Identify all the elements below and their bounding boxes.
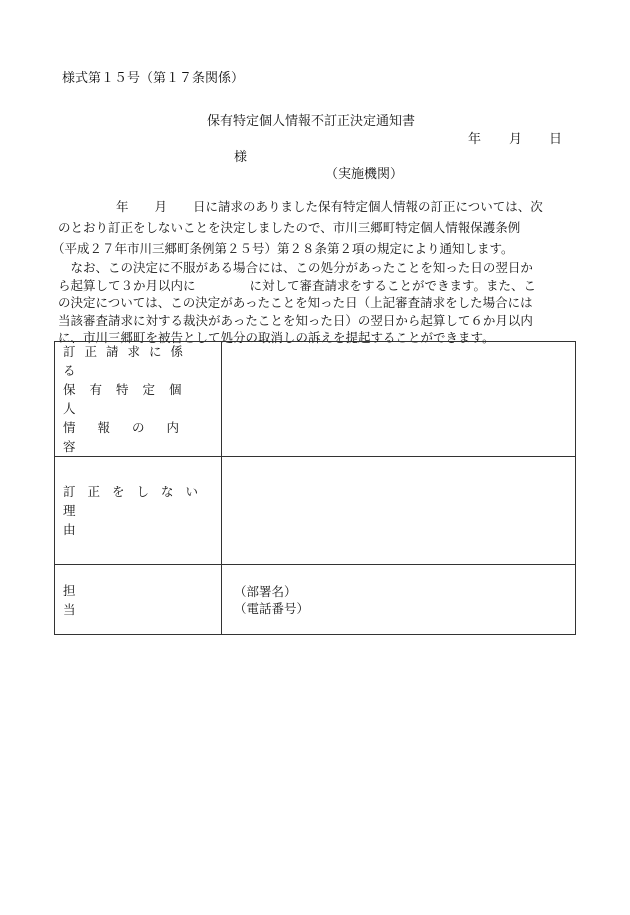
recipient-suffix: 様 xyxy=(234,150,248,165)
label-text: 情報の内容 xyxy=(63,420,202,454)
correction-content-label-cell xyxy=(55,342,222,457)
label-line xyxy=(63,418,213,456)
request-month-label: 月 xyxy=(154,199,168,214)
label-text: 理由 xyxy=(63,503,180,537)
appeal-line-text: に対して審査請求をすることができます。また、こ xyxy=(249,277,537,293)
notice-line: （平成２７年市川三郷町条例第２５号）第２８条第２項の規定により通知します。 xyxy=(52,241,514,256)
appeal-line: なお、この決定に不服がある場合には、この処分があったことを知った日の翌日か xyxy=(58,260,533,275)
label-text: 担当 xyxy=(63,582,182,617)
appeal-paragraph xyxy=(58,259,572,347)
table-row xyxy=(55,342,576,457)
notice-paragraph xyxy=(52,196,572,259)
date-month-label: 月 xyxy=(509,132,523,147)
refusal-reason-field[interactable] xyxy=(222,457,576,565)
label-text: 保有特定個人 xyxy=(63,382,196,416)
notice-line: のとおり訂正をしないことを決定しましたので、市川三郷町特定個人情報保護条例 xyxy=(58,220,521,235)
notice-line xyxy=(58,196,572,217)
table-row xyxy=(55,565,576,635)
contact-label-cell xyxy=(55,565,222,635)
request-year-label: 年 xyxy=(116,199,129,214)
correction-content-field[interactable] xyxy=(222,342,576,457)
department-name-label: （部署名） xyxy=(234,583,297,599)
contact-field[interactable] xyxy=(222,565,576,635)
agency-label: （実施機関） xyxy=(325,167,404,182)
date-day-label: 日 xyxy=(549,132,563,147)
appeal-line: 当該審査請求に対する裁決があったことを知った日）の翌日から起算して６か月以内 xyxy=(58,312,533,328)
label-text: 訂正請求に係る xyxy=(63,344,193,378)
document-title: 保有特定個人情報不訂正決定通知書 xyxy=(207,114,416,129)
label-line xyxy=(63,501,213,539)
table-row xyxy=(55,457,576,565)
label-line xyxy=(63,581,213,619)
phone-number-label: （電話番号） xyxy=(234,600,310,616)
notice-line-text: 日に請求のありました保有特定個人情報の訂正については、次 xyxy=(193,199,543,214)
refusal-reason-label-cell xyxy=(55,457,222,565)
label-line xyxy=(63,482,213,501)
label-line xyxy=(63,380,213,418)
date-year-label: 年 xyxy=(468,132,482,147)
label-line xyxy=(63,342,213,380)
appeal-line: の決定については、この決定があったことを知った日（上記審査請求をした場合には xyxy=(58,295,533,310)
notice-form-table xyxy=(54,341,576,635)
label-text: 訂正をしない xyxy=(63,484,211,499)
appeal-line-text: ら起算して３か月以内に xyxy=(58,277,196,293)
appeal-line: に、市川三郷町を被告として処分の取消しの訴えを提起することができます。 xyxy=(58,330,495,345)
appeal-line xyxy=(58,277,572,295)
form-number: 様式第１５号（第１７条関係） xyxy=(62,71,245,86)
